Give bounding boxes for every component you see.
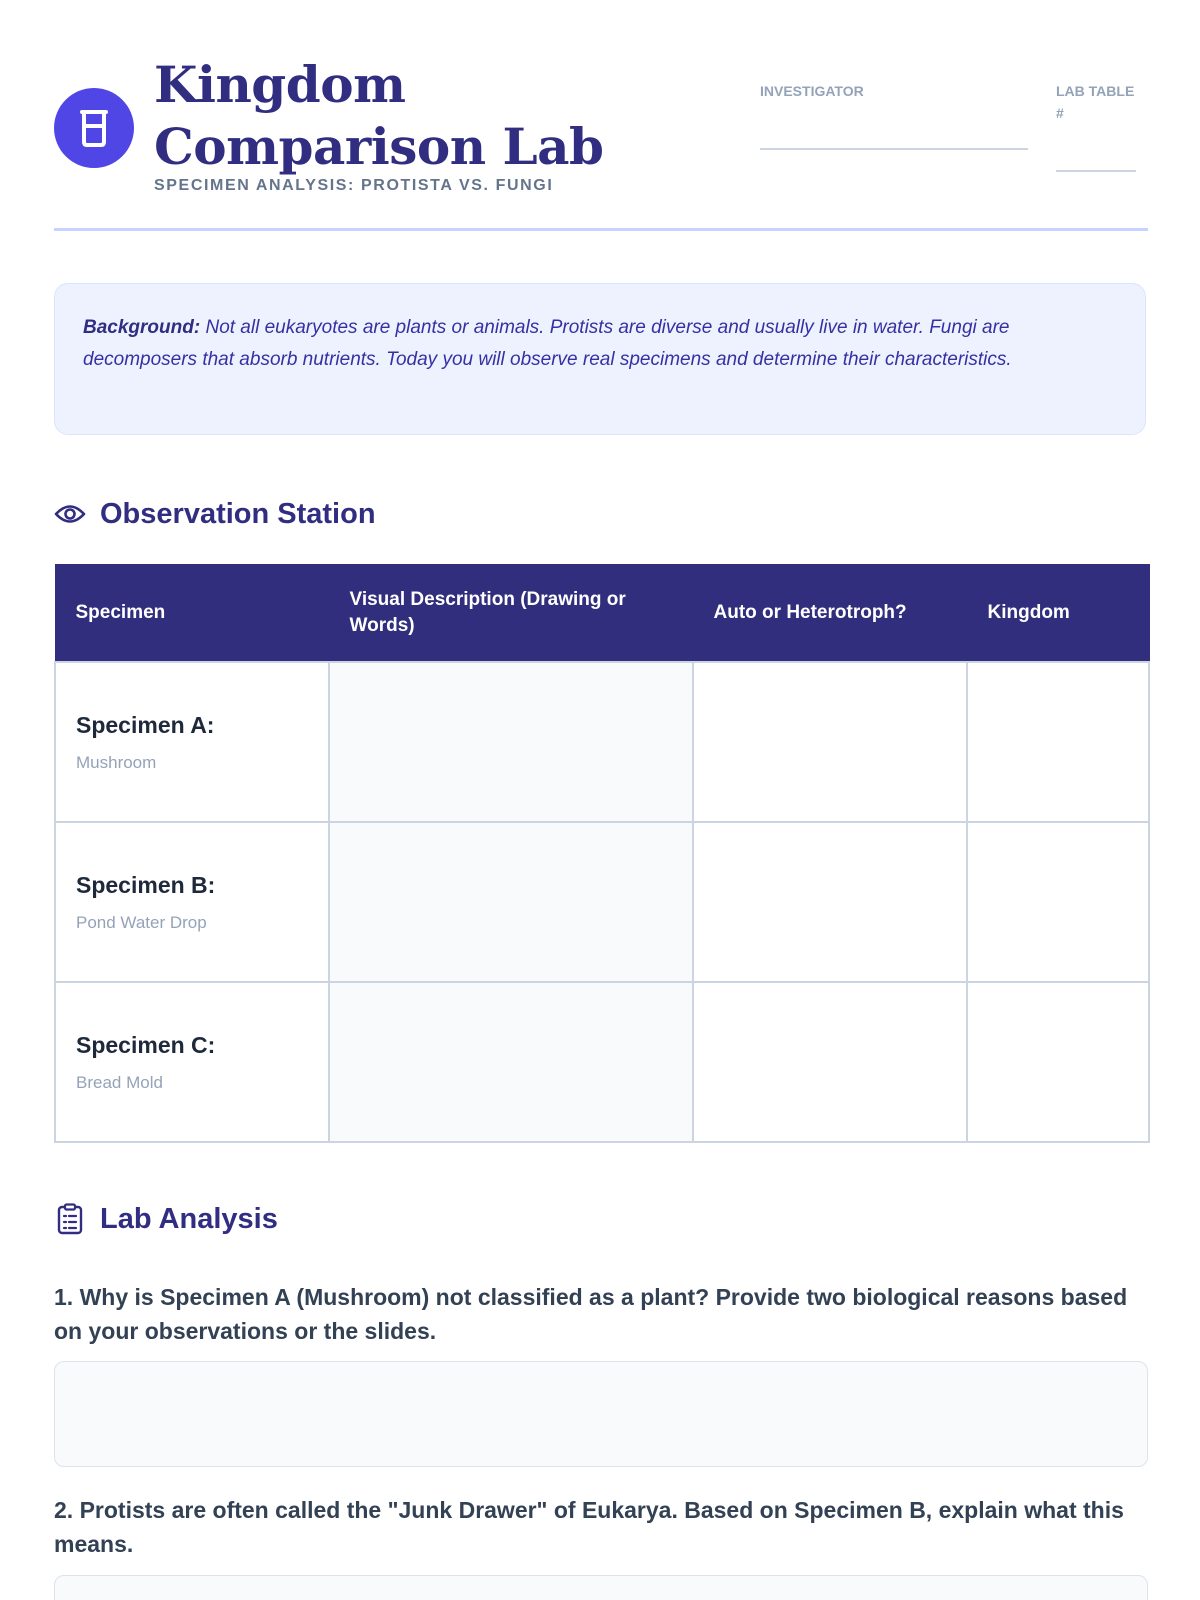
trophic-mode-cell[interactable] [693, 822, 967, 982]
specimen-cell [55, 822, 329, 982]
specimen-type: Bread Mold [76, 1072, 163, 1092]
specimen-type: Mushroom [76, 752, 157, 772]
lab-table-label: LAB TABLE # [1056, 83, 1135, 121]
clipboard-icon [54, 1203, 86, 1235]
kingdom-cell[interactable] [967, 822, 1149, 982]
eye-icon [54, 498, 86, 530]
specimen-name: Specimen A: [76, 711, 215, 738]
investigator-field[interactable] [760, 148, 1028, 150]
beaker-icon [54, 88, 134, 168]
column-header-visual-description: Visual Description (Drawing or Words) [329, 565, 693, 663]
visual-description-cell[interactable] [329, 822, 693, 982]
specimen-type: Pond Water Drop [76, 912, 207, 932]
column-header-trophic-mode: Auto or Heterotroph? [693, 565, 967, 663]
table-row [55, 822, 1149, 982]
lab-table-field[interactable] [1056, 170, 1136, 172]
question-1: 1. Why is Specimen A (Mushroom) not classified as a plant? Provide two biological reasons based on your observations or the slides. [54, 1284, 1128, 1344]
page-subtitle: SPECIMEN ANALYSIS: PROTISTA VS. FUNGI [154, 177, 554, 194]
trophic-mode-cell[interactable] [693, 662, 967, 822]
page-title: Kingdom Comparison Lab [154, 55, 604, 176]
table-header-row [55, 565, 1149, 663]
column-header-specimen: Specimen [55, 565, 329, 663]
trophic-mode-cell[interactable] [693, 982, 967, 1142]
visual-description-cell[interactable] [329, 662, 693, 822]
table-row [55, 982, 1149, 1142]
investigator-label: INVESTIGATOR [760, 83, 864, 99]
visual-description-cell[interactable] [329, 982, 693, 1142]
table-row [55, 662, 1149, 822]
background-label: Background: [83, 317, 201, 338]
analysis-title: Lab Analysis [100, 1202, 278, 1235]
background-text: Not all eukaryotes are plants or animals. Protists are diverse and usually live in water. Fungi are decomposers that absorb nutrients. Today you will observe real specimens and determine their characteristics. [83, 317, 1012, 370]
background-note [54, 283, 1146, 435]
answer-box-1[interactable] [54, 1361, 1148, 1467]
observation-heading [54, 494, 376, 534]
kingdom-cell[interactable] [967, 982, 1149, 1142]
kingdom-cell[interactable] [967, 662, 1149, 822]
analysis-heading [54, 1199, 278, 1239]
question-2: 2. Protists are often called the "Junk Drawer" of Eukarya. Based on Specimen B, explain what this means. [54, 1497, 1124, 1557]
specimen-cell [55, 662, 329, 822]
observation-table [54, 564, 1150, 1143]
specimen-cell [55, 982, 329, 1142]
specimen-name: Specimen B: [76, 871, 216, 898]
column-header-kingdom: Kingdom [967, 565, 1149, 663]
page-header [54, 0, 1148, 231]
observation-title: Observation Station [100, 497, 376, 530]
specimen-name: Specimen C: [76, 1031, 216, 1058]
answer-box-2[interactable] [54, 1575, 1148, 1600]
